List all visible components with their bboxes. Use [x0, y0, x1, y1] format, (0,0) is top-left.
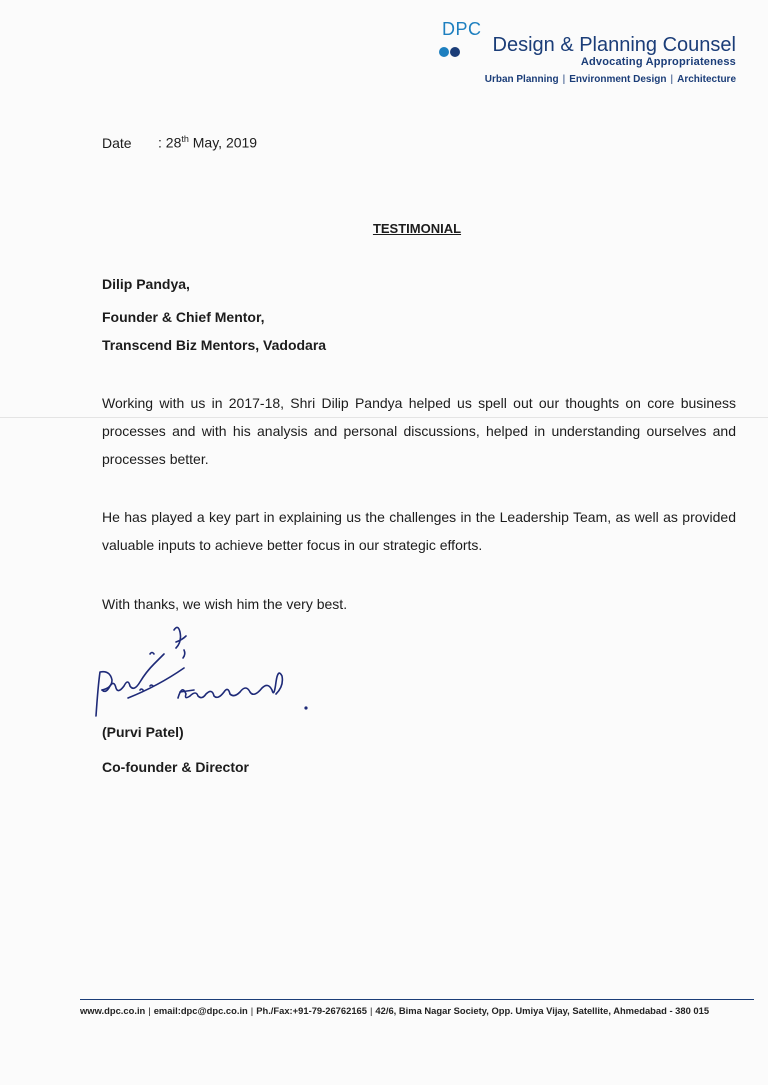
- handwritten-signature: [88, 620, 318, 730]
- footer-phone: Ph./Fax:+91-79-26762165: [256, 1005, 367, 1016]
- date-rest: May, 2019: [188, 134, 258, 151]
- logo-abbreviation: DPC: [442, 19, 482, 39]
- signatory-role: Co-founder & Director: [102, 759, 249, 775]
- footer-website: www.dpc.co.in: [80, 1005, 146, 1016]
- logo-dots-icon: [439, 43, 461, 61]
- closing-line: With thanks, we wish him the very best.: [102, 596, 348, 612]
- addressee-company: Transcend Biz Mentors, Vadodara: [102, 337, 327, 353]
- separator: |: [148, 1005, 151, 1016]
- separator: |: [369, 1005, 373, 1016]
- letter-title: TESTIMONIAL: [372, 221, 462, 236]
- date-label: Date: [102, 134, 132, 151]
- separator: |: [250, 1005, 254, 1016]
- company-name: Design & Planning Counsel: [492, 34, 736, 56]
- service-item: Environment Design: [569, 74, 667, 85]
- date-day: : 28: [158, 134, 182, 151]
- company-tagline: Advocating Appropriateness: [580, 56, 736, 68]
- addressee-role: Founder & Chief Mentor,: [102, 309, 265, 325]
- company-services: [485, 74, 736, 85]
- signatory-name: (Purvi Patel): [102, 724, 184, 740]
- service-item: Urban Planning: [484, 74, 559, 85]
- separator: |: [670, 74, 674, 85]
- separator: |: [562, 74, 566, 85]
- footer-email: email:dpc@dpc.co.in: [153, 1005, 248, 1016]
- addressee-name: Dilip Pandya,: [102, 276, 190, 292]
- footer-divider: [80, 999, 754, 1000]
- logo-dot-icon: [439, 47, 449, 57]
- body-paragraph: He has played a key part in explaining us the challenges in the Leadership Team, as well as provided valuable inputs to achieve better focus in our strategic efforts.: [102, 509, 736, 553]
- service-item: Architecture: [677, 74, 736, 85]
- letter-date: [102, 134, 257, 151]
- letterhead-logo: [436, 19, 736, 89]
- body-paragraph: Working with us in 2017-18, Shri Dilip Pandya helped us spell out our thoughts on core business processes and with his analysis and personal discussions, helped in understanding ourselves and processes better.: [102, 395, 736, 467]
- date-superscript: th: [181, 134, 189, 144]
- footer-address: 42/6, Bima Nagar Society, Opp. Umiya Vijay, Satellite, Ahmedabad - 380 015: [375, 1005, 710, 1016]
- logo-dot-icon: [450, 47, 460, 57]
- footer-contact: [80, 1005, 709, 1016]
